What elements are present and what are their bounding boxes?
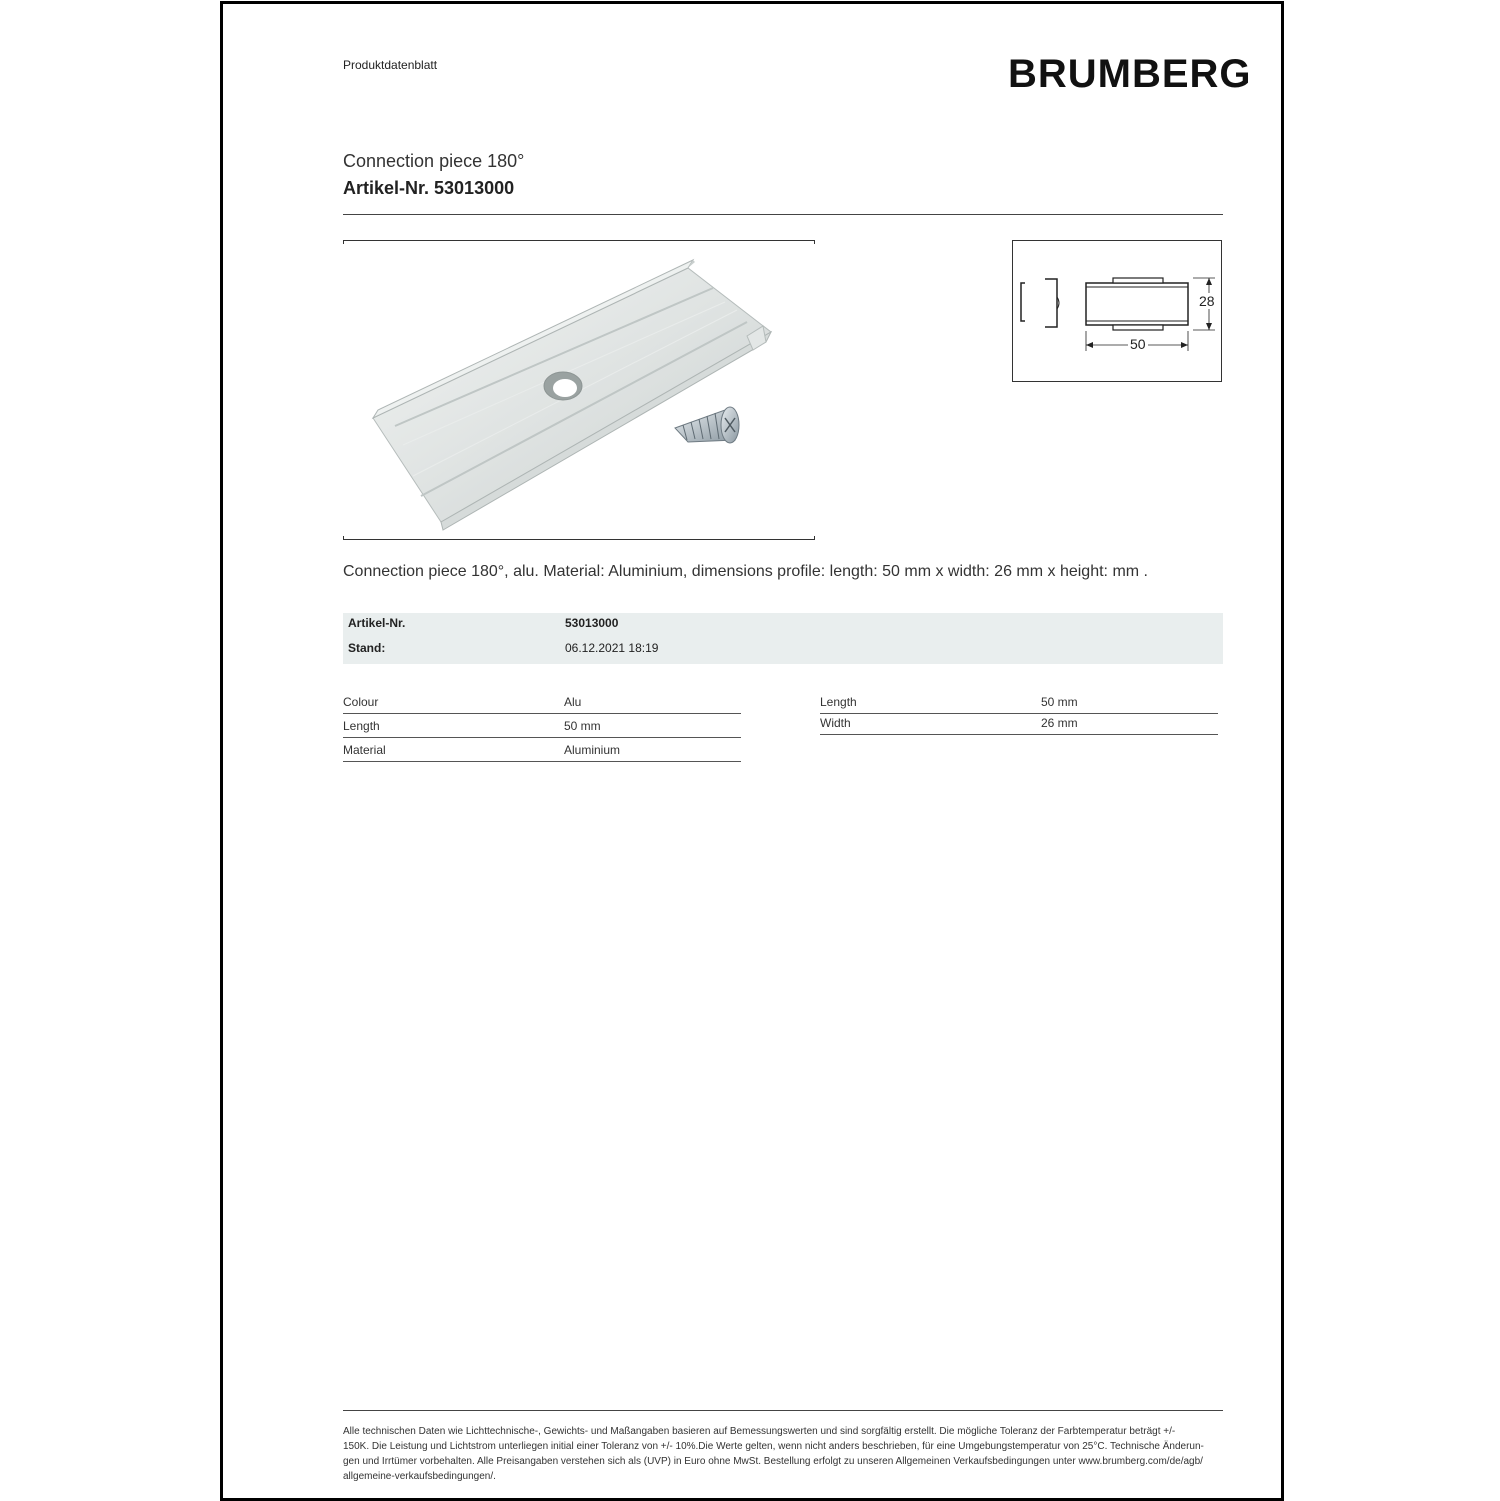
spec-row — [343, 690, 741, 714]
connector-illustration — [343, 240, 815, 540]
spec-key: Width — [820, 716, 851, 730]
product-title: Connection piece 180° — [343, 151, 525, 171]
article-info-box — [343, 613, 1223, 664]
footer-line: Alle technischen Daten wie Lichttechnische-, Gewichts- und Maßangaben basieren auf Bemessungswerten und sind sorgfältig erstellt. Die mögliche Toleranz der Farbtemperatur beträgt +/- — [343, 1426, 1176, 1437]
spec-key: Colour — [343, 695, 379, 709]
dimension-drawing — [1013, 241, 1223, 383]
height-dimension-label: 28 — [1199, 293, 1215, 309]
spec-value: 26 mm — [1041, 716, 1078, 730]
spec-row — [820, 690, 1218, 714]
product-description: Connection piece 180°, alu. Material: Aluminium, dimensions profile: length: 50 mm x width: 26 mm x height: mm . — [343, 563, 1148, 580]
stand-value: 06.12.2021 18:19 — [565, 641, 659, 655]
spec-value: Aluminium — [564, 743, 621, 757]
brand-logo: BRUMBERG — [1008, 52, 1252, 96]
article-number-heading: Artikel-Nr. 53013000 — [343, 178, 515, 198]
spec-value: 50 mm — [564, 719, 601, 733]
spec-key: Length — [343, 719, 380, 733]
article-value: 53013000 — [565, 616, 619, 630]
spec-key: Length — [820, 695, 857, 709]
product-image — [343, 240, 815, 540]
spec-row — [343, 738, 741, 762]
spec-value: 50 mm — [1041, 695, 1078, 709]
article-label: Artikel-Nr. — [348, 616, 406, 630]
footer-line: allgemeine-verkaufsbedingungen/. — [343, 1471, 496, 1482]
legal-footer — [343, 1424, 1223, 1484]
stand-label: Stand: — [348, 641, 386, 655]
spec-row — [343, 714, 741, 738]
technical-drawing — [1012, 240, 1222, 382]
spec-value: Alu — [564, 695, 582, 709]
spec-table-right — [820, 690, 1218, 735]
width-dimension-label: 50 — [1130, 336, 1146, 352]
footer-line: 150K. Die Leistung und Lichtstrom unterliegen initial einer Toleranz von +/- 10%.Die Werte gelten, wenn nicht anders beschrieben, für eine Umgebungstemperatur von 25°C. Technische Änderun- — [343, 1441, 1204, 1452]
spec-row — [820, 714, 1218, 735]
header-divider — [343, 214, 1223, 215]
document-type: Produktdatenblatt — [343, 58, 438, 72]
footer-line: gen und Irrtümer vorbehalten. Alle Preisangaben verstehen sich als (UVP) in Euro ohne MwSt. Bestellung erfolgt zu unseren Allgemeinen Verkaufsbedingungen unter www.brumberg.com/de/agb/ — [343, 1456, 1203, 1467]
spec-table-left — [343, 690, 741, 762]
footer-divider — [343, 1410, 1223, 1411]
spec-key: Material — [343, 743, 386, 757]
